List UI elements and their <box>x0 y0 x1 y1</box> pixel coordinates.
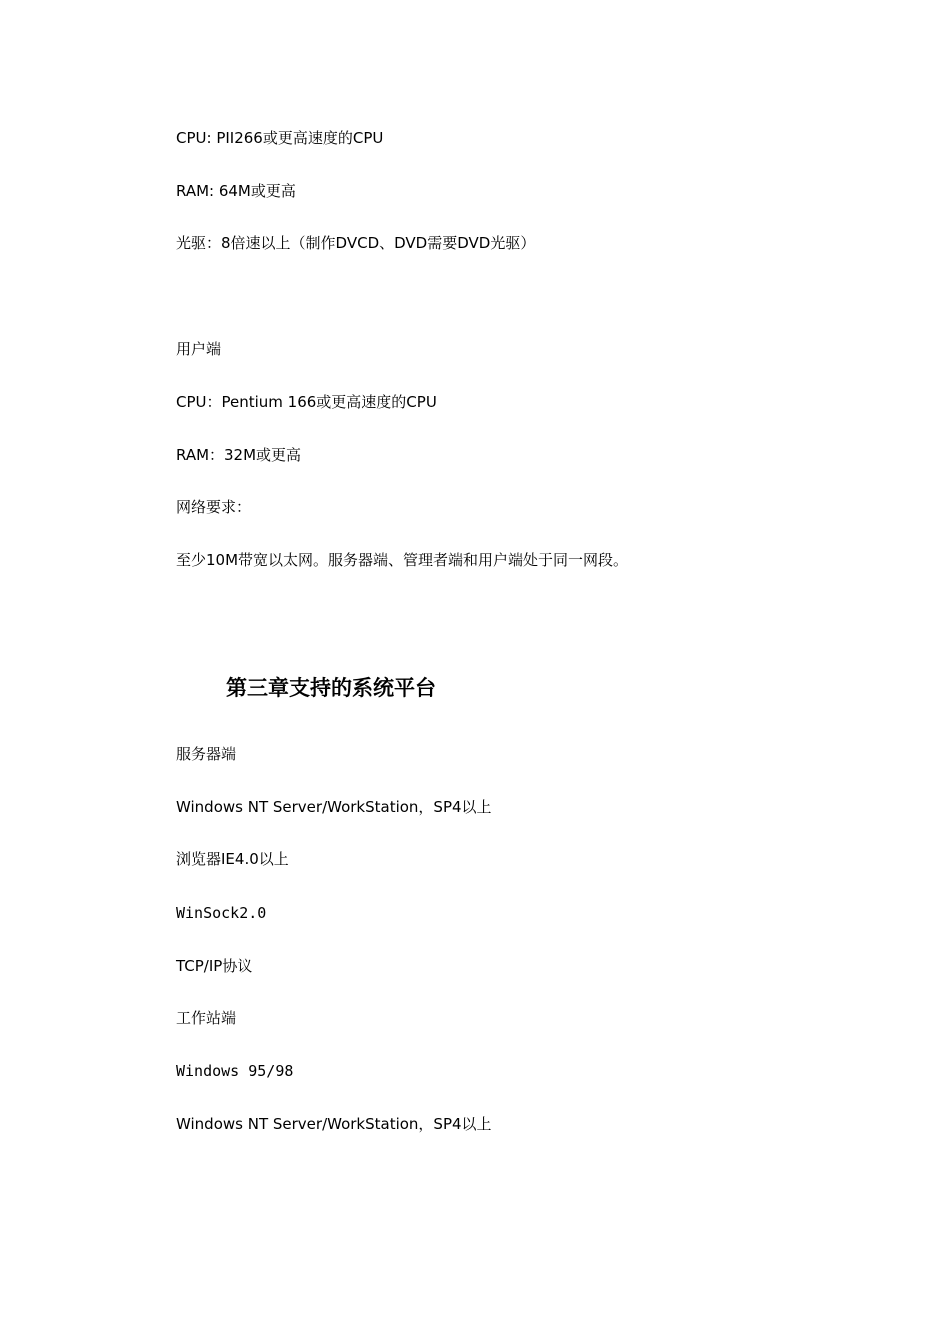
client-cpu-requirement: CPU：Pentium 166或更高速度的CPU <box>176 393 437 411</box>
server-winsock-item: WinSock2.0 <box>176 904 267 922</box>
server-section-title: 服务器端 <box>176 745 237 763</box>
server-tcpip-item: TCP/IP协议 <box>176 957 253 975</box>
admin-cdrom-requirement: 光驱：8倍速以上（制作DVCD、DVD需要DVD光驱） <box>176 234 536 252</box>
server-browser-item: 浏览器IE4.0以上 <box>176 850 289 868</box>
chapter-heading: 第三章支持的系统平台 <box>226 676 436 700</box>
network-requirement-text: 至少10M带宽以太网。服务器端、管理者端和用户端处于同一网段。 <box>176 551 629 569</box>
workstation-section-title: 工作站端 <box>176 1009 237 1027</box>
workstation-win9x-item: Windows 95/98 <box>176 1062 294 1080</box>
network-section-title: 网络要求： <box>176 498 252 516</box>
server-os-item: Windows NT Server/WorkStation，SP4以上 <box>176 798 492 816</box>
admin-cpu-requirement: CPU: PII266或更高速度的CPU <box>176 129 384 147</box>
client-section-title: 用户端 <box>176 340 222 358</box>
workstation-nt-item: Windows NT Server/WorkStation，SP4以上 <box>176 1115 492 1133</box>
admin-ram-requirement: RAM: 64M或更高 <box>176 182 296 200</box>
client-ram-requirement: RAM：32M或更高 <box>176 446 302 464</box>
